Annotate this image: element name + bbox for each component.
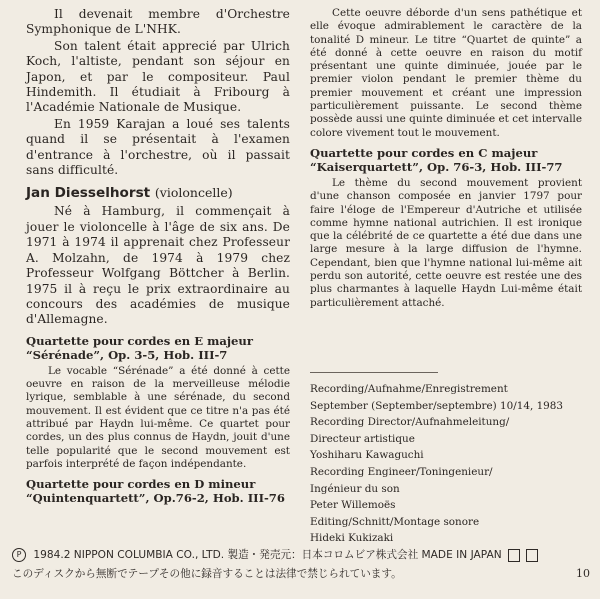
trademark-icon [508, 549, 520, 562]
warning-text: このディスクから無断でテープその他に録音することは法律で禁じられています。 [12, 568, 402, 580]
recording-credits [310, 372, 592, 547]
work1-title: Quartette pour cordes en E majeur “Sérénade”, Op. 3-5, Hob. III-7 [26, 333, 253, 362]
credit-line: Recording Director/Aufnahmeleitung/ [310, 416, 510, 429]
credits-divider [310, 372, 438, 373]
credit-line: Editing/Schnitt/Montage sonore [310, 515, 480, 528]
credit-line: Hideki Kukizaki [310, 532, 394, 545]
work3-title: Quartette pour cordes en C majeur “Kaiserquartett”, Op. 76-3, Hob. III-77 [310, 145, 563, 174]
credit-line: Directeur artistique [310, 432, 415, 445]
warning-line [12, 565, 590, 583]
phonogram-icon: P [12, 548, 26, 562]
work1-text: Le vocable “Sérénade” a été donné à cette oeuvre en raison de la merveilleuse mélodie lyrique, semblable à une sérénade, du second mouvement. Il est évident que ce titre n'a pas été attribué par Haydn lui-même. Ce quartet pour cordes, un des plus connus de Haydn, jouit d'une telle popularité que le second mouvement est parfois interprété de façon indépendante. [26, 364, 290, 470]
member-name: Jan Diesselhorst [26, 185, 151, 202]
seal-icon [526, 549, 538, 562]
work3-text: Le thème du second mouvement provient d'une chanson composée en janvier 1797 pour faire l'éloge de l'Empereur d'Autriche et utilisée comme hymne national autrichien. Il est ironique que la célébrité de ce quartette a été due dans une large mesure à la large diffusion de l'hymne. Cependant, bien que l'hymne national lui-même ait perdu son autorité, cette oeuvre est restée une des plus charmantes à laquelle Haydn Lui-même était particulièrement attaché. [310, 176, 582, 309]
credit-line: Ingénieur du son [310, 482, 400, 495]
credit-line: Recording/Aufnahme/Enregistrement [310, 383, 508, 395]
page-number: 10 [576, 567, 590, 580]
intro-paragraph-1: Il devenait membre d'Orchestre Symphonique de L'NHK. [26, 7, 290, 37]
member-paragraph: Né à Hamburg, il commençait à jouer le violoncelle à l'âge de six ans. De 1971 à 1974 il apprenait chez Professeur A. Molzahn, de 1974 à 1979 chez Professeur Wolfgang Böttcher à Berlin. 1975 il à reçu le prix extraordinaire au concours des académies de musique d'Allemagne. [26, 204, 290, 327]
copyright-line [12, 545, 590, 565]
work2-title: Quartette pour cordes en D mineur “Quintenquartett”, Op.76-2, Hob. III-76 [26, 477, 285, 506]
intro-paragraph-2: Son talent était apprecié par Ulrich Koch, l'altiste, pendant son séjour en Japon, et par le compositeur. Paul Hindemith. Il étudiait à Fribourg à l'Académie Nationale de Musique. [26, 38, 290, 115]
copyright-text: 1984.2 NIPPON COLUMBIA CO., LTD. 製造・発売元：日本コロムビア株式会社 MADE IN JAPAN [33, 549, 502, 561]
footer [12, 545, 590, 583]
credit-line: Peter Willemoës [310, 499, 396, 512]
right-column [310, 7, 582, 310]
member-heading [26, 184, 290, 202]
member-role: (violoncelle) [154, 185, 233, 201]
credit-line: Recording Engineer/Toningenieur/ [310, 465, 493, 478]
left-column [26, 7, 290, 508]
work2-text: Cette oeuvre déborde d'un sens pathétique et elle évoque admirablement le caractère de la tonalité D mineur. Le titre “Quartet de quinte” a été donné à cette oeuvre en raison du motif présentant une quinte diminuée, jouée par le premier violon pendant le premier thème du premier mouvement et créant une impression particulièrement puissante. Le second thème possède aussi une quinte diminuée et cet intervalle colore vivement tout le mouvement. [310, 7, 582, 139]
credit-line: Yoshiharu Kawaguchi [310, 449, 424, 462]
credit-line: September (September/septembre) 10/14, 1983 [310, 399, 564, 412]
intro-paragraph-3: En 1959 Karajan a loué ses talents quand il se présentait à l'examen d'entrance à l'orchestre, où il passait sans difficulté. [26, 116, 290, 178]
